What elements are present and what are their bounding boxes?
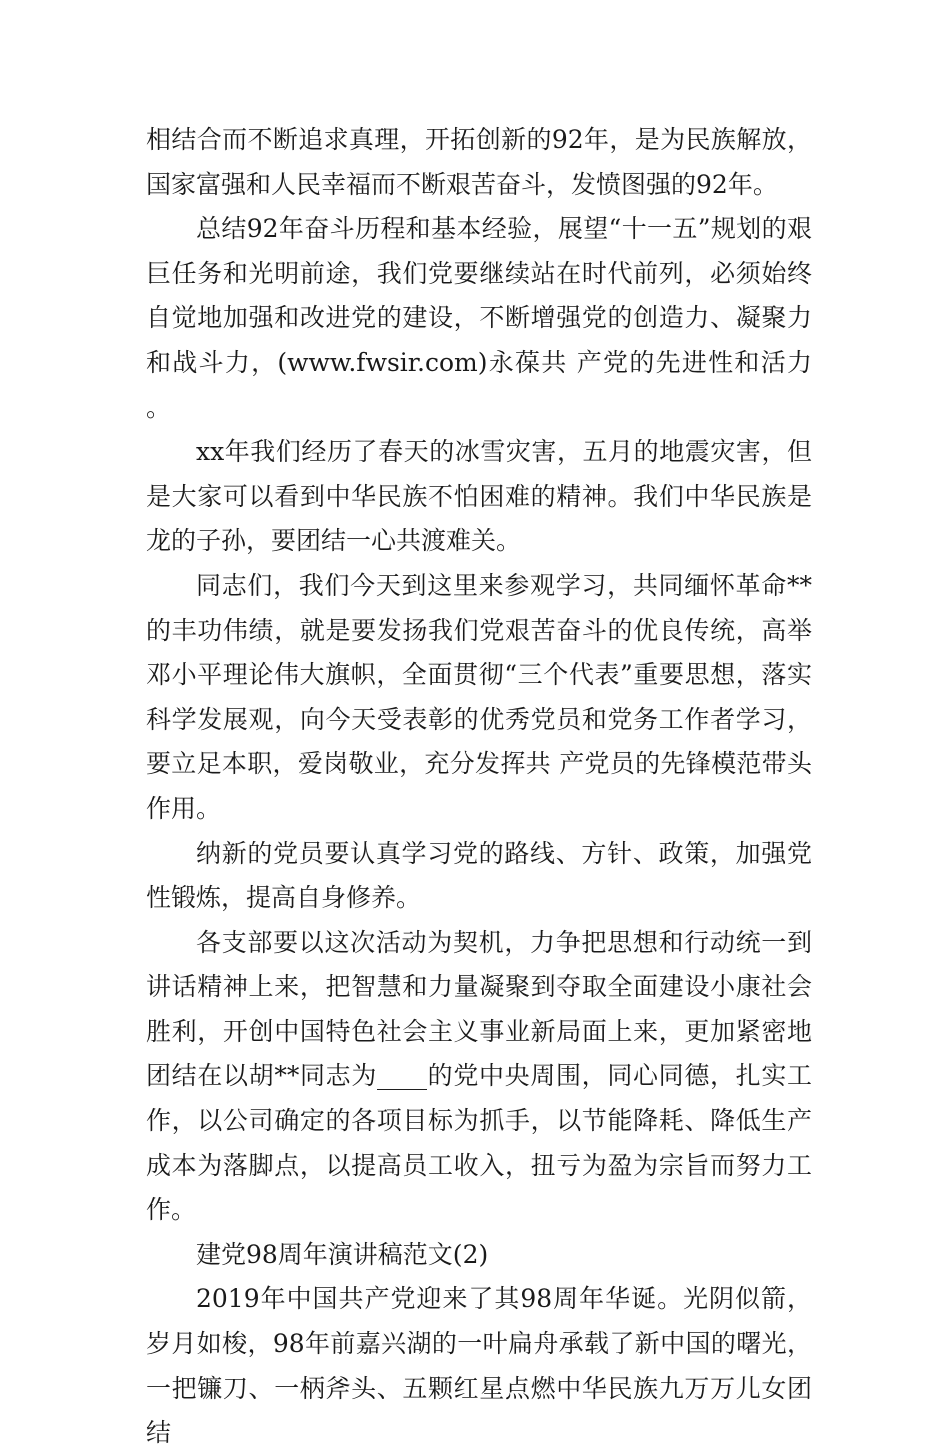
- section-heading: 建党98周年演讲稿范文(2): [196, 1239, 489, 1269]
- paragraph-5: 纳新的党员要认真学习党的路线、方针、政策，加强党性锻炼，提高自身修养。: [146, 838, 812, 913]
- paragraph-4: 同志们，我们今天到这里来参观学习，共同缅怀革命**的丰功伟绩，就是要发扬我们党艰苦奋斗的优良传统，高举邓小平理论伟大旗帜，全面贯彻“三个代表”重要思想，落实科学发展观，向今天受表彰的优秀党员和党务工作者学习，要立足本职，爱岗敬业，充分发挥共 产党员的先锋模范带头作用。: [146, 570, 812, 823]
- document-body: [146, 118, 812, 1456]
- paragraph-8: 2019年中国共产党迎来了其98周年华诞。光阴似箭，岁月如梭，98年前嘉兴湖的一叶扁舟承载了新中国的曙光，一把镰刀、一柄斧头、五颗红星点燃中华民族九万万儿女团结: [146, 1284, 812, 1448]
- paragraph-6: 各支部要以这次活动为契机，力争把思想和行动统一到讲话精神上来，把智慧和力量凝聚到夺取全面建设小康社会胜利，开创中国特色社会主义事业新局面上来，更加紧密地团结在以胡**同志为____的党中央周围，同心同德，扎实工作，以公司确定的各项目标为抓手，以节能降耗、降低生产成本为落脚点，以提高员工收入，扭亏为盈为宗旨而努力工作。: [146, 927, 812, 1225]
- paragraph-2: 总结92年奋斗历程和基本经验，展望“十一五”规划的艰巨任务和光明前途，我们党要继续站在时代前列，必须始终自觉地加强和改进党的建设，不断增强党的创造力、凝聚力和战斗力，(www.fwsir.com)永葆共 产党的先进性和活力。: [146, 214, 812, 422]
- paragraph-1: 相结合而不断追求真理，开拓创新的92年，是为民族解放，国家富强和人民幸福而不断艰苦奋斗，发愤图强的92年。: [146, 125, 812, 199]
- paragraph-3: xx年我们经历了春天的冰雪灾害，五月的地震灾害，但是大家可以看到中华民族不怕困难的精神。我们中华民族是龙的子孙，要团结一心共渡难关。: [146, 437, 812, 556]
